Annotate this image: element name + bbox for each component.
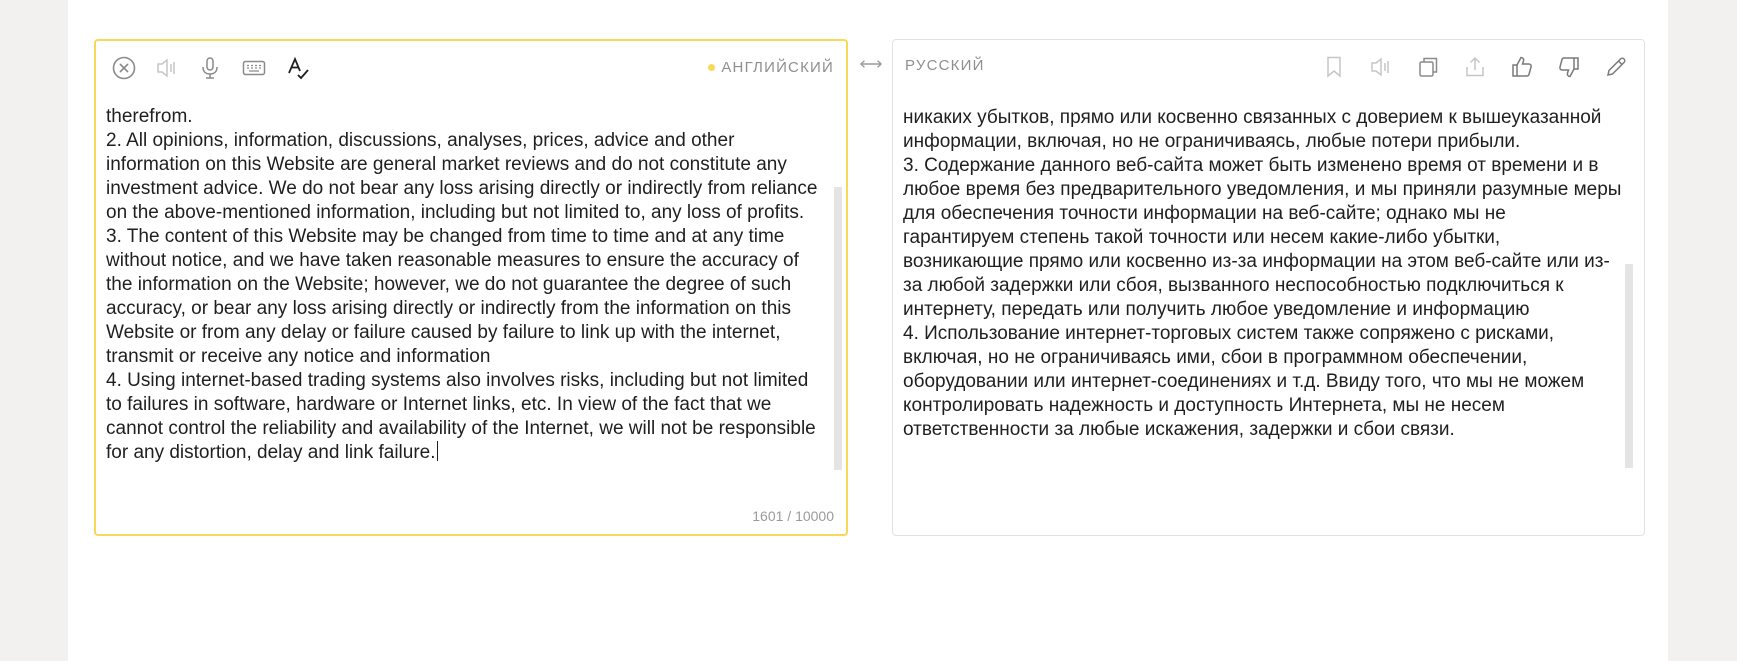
- source-language-selector[interactable]: [708, 59, 834, 76]
- text-caret: [437, 441, 438, 461]
- target-toolbar: [1316, 49, 1636, 85]
- target-language-selector[interactable]: [905, 57, 985, 74]
- target-scrollbar[interactable]: [1625, 264, 1633, 468]
- translation-output: [903, 98, 1622, 494]
- target-panel: [892, 39, 1645, 536]
- spellcheck-icon[interactable]: [280, 50, 316, 86]
- translation-text: никаких убытков, прямо или косвенно связанных с доверием к вышеуказанной информации, включая, но не ограничиваясь, любые потери прибыли. 3. Содержание данного веб-сайта может быть изменено время от времени и в любое время без предварительного уведомления, и мы приняли разумные меры для обеспечения точности информации на веб-сайте; однако мы не гарантируем степень такой точности или несем какие-либо убытки, возникающие прямо или косвенно из-за информации на этом веб-сайте или из-за любой задержки или сбоя, вызванного неспособностью подключиться к интернету, передать или получить любое уведомление и информацию 4. Использование интернет-торговых систем также сопряжено с рисками, включая, но не ограничиваясь ими, сбои в программном обеспечении, оборудовании или интернет-соединениях и т.д. Ввиду того, что мы не можем контролировать надежность и доступность Интернета, мы не несем ответственности за любые искажения, задержки и сбои связи.: [903, 107, 1622, 440]
- swap-languages-button[interactable]: [856, 52, 886, 76]
- edit-icon[interactable]: [1598, 49, 1634, 85]
- swap-arrows-icon: [857, 57, 885, 71]
- copy-icon[interactable]: [1410, 49, 1446, 85]
- share-icon[interactable]: [1457, 49, 1493, 85]
- microphone-icon[interactable]: [192, 50, 228, 86]
- source-panel: [94, 39, 848, 536]
- target-language-label: РУССКИЙ: [905, 57, 985, 74]
- source-language-label: АНГЛИЙСКИЙ: [721, 59, 834, 76]
- character-counter: 1601 / 10000: [752, 508, 834, 524]
- bookmark-icon[interactable]: [1316, 49, 1352, 85]
- keyboard-icon[interactable]: [236, 50, 272, 86]
- source-scrollbar[interactable]: [834, 187, 842, 470]
- listen-icon[interactable]: [149, 50, 185, 86]
- source-text: therefrom. 2. All opinions, information, discussions, analyses, prices, advice and other information on this Website are general market reviews and do not constitute any investment advice. We do not bear any loss arising directly or indirectly from reliance on the above-mentioned information, including but not limited to, any loss of profits. 3. The content of this Website may be changed from time to time and at any time without notice, and we have taken reasonable measures to ensure the accuracy of the information on the Website; however, we do not guarantee the degree of such accuracy, or bear any loss arising directly or indirectly from the information on this Website or from any delay or failure caused by failure to link up with the internet, transmit or receive any notice and information 4. Using internet-based trading systems also involves risks, including but not limited to failures in software, hardware or Internet links, etc. In view of the fact that we cannot control the reliability and availability of the Internet, we will not be responsible for any distortion, delay and link failure.: [106, 106, 818, 463]
- source-text-input[interactable]: [106, 97, 824, 495]
- page: [68, 0, 1668, 661]
- active-dot: [708, 64, 715, 71]
- thumbs-down-icon[interactable]: [1551, 49, 1587, 85]
- clear-icon[interactable]: [106, 50, 142, 86]
- thumbs-up-icon[interactable]: [1504, 49, 1540, 85]
- listen-icon[interactable]: [1363, 49, 1399, 85]
